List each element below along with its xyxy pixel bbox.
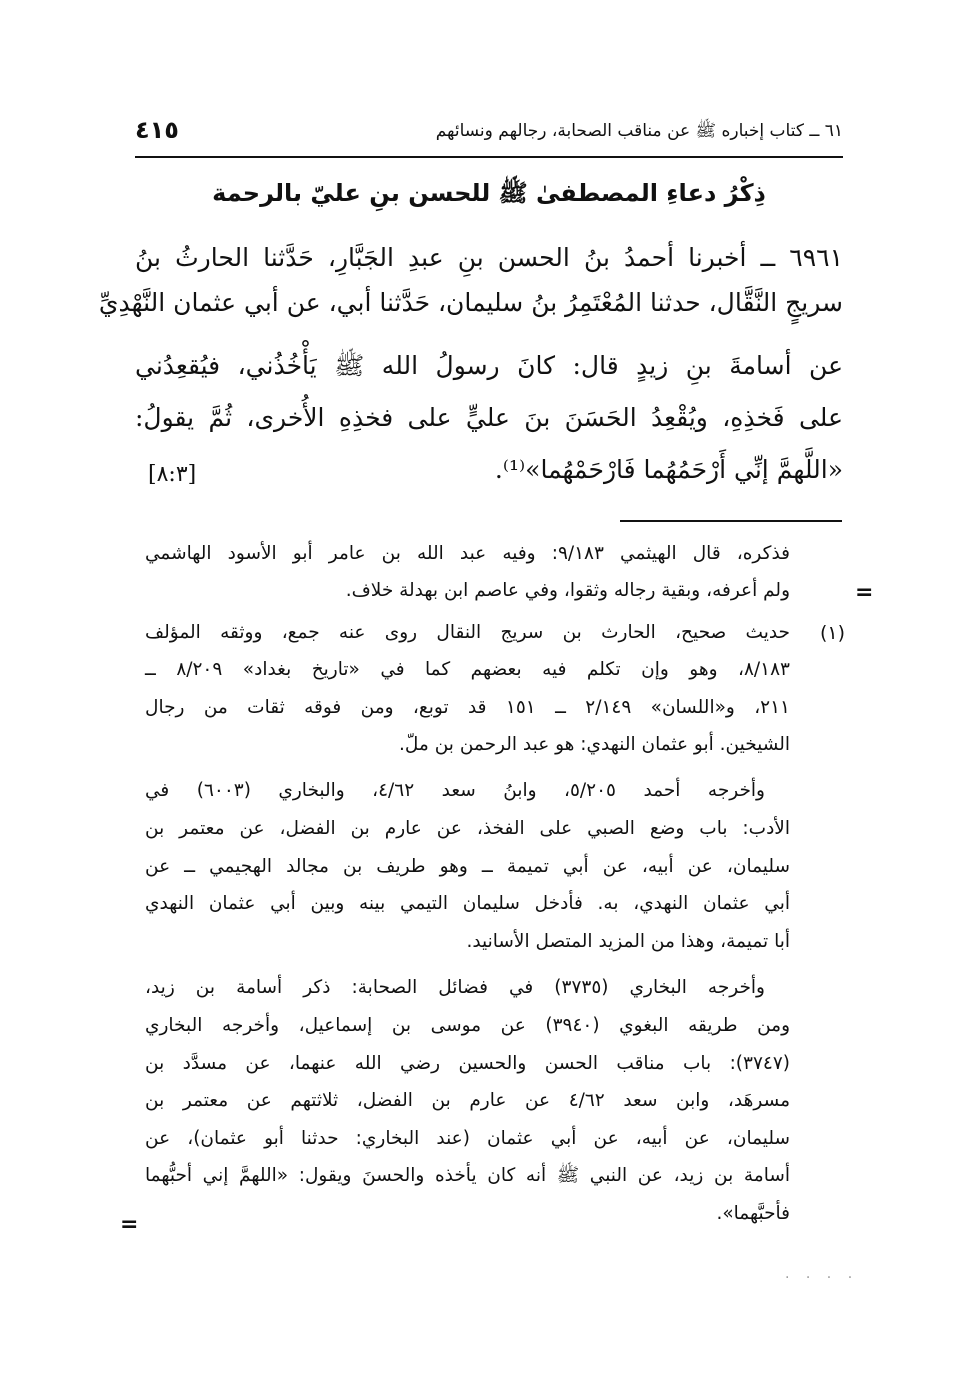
footnote-line: أبا تميمة، وهذا من المزيد المتصل الأسانيد. <box>466 931 790 952</box>
end-marker: = <box>120 1212 139 1237</box>
scan-speckle: · · · · <box>785 1270 859 1286</box>
footnote-line: الشيخين. أبو عثمان النهدي: هو عبد الرحمن بن ملّ. <box>399 734 790 755</box>
footnote-line: حديث صحيح، الحارث بن سريج النقال روى عنه جمع، ووثقه المؤلف <box>145 622 790 643</box>
footnote-line: فذكره، قال الهيثمي ٩/١٨٣: وفيه عبد الله بن عامر أبو الأسود الهاشمي <box>145 543 790 564</box>
hadith-reference: [٨:٣] <box>148 462 197 487</box>
page-header <box>135 112 843 156</box>
footnote-line: سليمان، عن أبيه، عن أبي تميمة ــ وهو طريف بن مجالد الهجيمي ــ عن <box>145 856 790 877</box>
footnote-line: ولم أعرفه، وبقية رجاله وثقوا، وفي عاصم ابن بهدلة خلاف. <box>345 580 790 601</box>
continuation-marker: = <box>855 580 874 605</box>
hadith-line: على فَخذِهِ، ويُقْعِدُ الحَسَنَ بنَ عليٍّ على فخذِهِ الأُخرى، ثُمَّ يقولُ: <box>135 403 843 432</box>
footnote-line: أسامة بن زيد، عن النبي ﷺ أنه كان يأخذه والحسنَ ويقول: «اللهمَّ إني أحبُّهما <box>145 1165 790 1186</box>
footnote-line: مسرهَد، وابن سعد ٤/٦٢ عن عارم بن الفضل، ثلاثتهم عن معتمر بن <box>145 1090 790 1111</box>
footnote-line: وأخرجه البخاري (٣٧٣٥) في فضائل الصحابة: ذكر أسامة بن زيد، <box>145 977 765 998</box>
footnote-line: سليمان، عن أبيه، عن أبي عثمان (عند البخاري: حدثنا أبو عثمان)، عن <box>145 1128 790 1149</box>
footnote-line: أبي عثمان النهدي، به. فأدخل سليمان التيمي بينه وبين أبي عثمان النهدي <box>145 893 790 914</box>
footnote-line: ٨/١٨٣، وهو وإن تكلم فيه بعضهم كما في «تاريخ بغداد» ٨/٢٠٩ ــ <box>145 659 790 680</box>
footnote-line: ٢١١، و«اللسان» ٢/١٤٩ ــ ١٥١ قد توبع، ومن فوقه ثقات من رجال <box>145 697 790 718</box>
footnote-line: فأحبَّهما». <box>716 1203 790 1224</box>
footnote-rule <box>620 520 842 522</box>
footnote-line: ومن طريقه البغوي (٣٩٤٠) عن موسى بن إسماعيل، وأخرجه البخاري <box>145 1015 791 1036</box>
footnote-line: وأخرجه أحمد ٥/٢٠٥، وابنُ سعد ٤/٦٢، والبخاري (٦٠٠٣) في <box>145 780 765 801</box>
hadith-line: «اللَّهمَّ إنِّي أَرْحَمُهُما فَارْحَمْهُما»⁽¹⁾. <box>494 455 843 484</box>
page-number: ٤١٥ <box>135 116 179 144</box>
header-rule <box>135 156 843 158</box>
running-title: ٦١ ــ كتاب إخباره ﷺ عن مناقب الصحابة، رجالهم ونسائهم <box>435 121 843 141</box>
footnote-number: (١) <box>819 622 845 644</box>
hadith-line: سريجٍ النَّقَّال، حدثنا المُعْتَمِرُ بنُ سليمان، حَدَّثنا أبي، عن أبي عثمان النَّهْدِيِّ <box>98 288 843 317</box>
footnote-line: (٣٧٤٧): باب مناقب الحسن والحسين رضي الله عنهما، عن مسدَّد بن <box>145 1053 790 1074</box>
hadith-line: ٦٩٦١ ــ أخبرنا أحمدُ بنُ الحسن بنِ عبدِ الجَبَّارِ، حَدَّثنا الحارثُ بنُ <box>135 243 843 272</box>
hadith-line: عن أسامةَ بنِ زيدٍ قال: كانَ رسولُ الله ﷺ يَأْخُذُني، فيُقعِدُني <box>135 351 843 380</box>
footnote-line: الأدب: باب وضع الصبي على الفخذ، عن عارم بن الفضل، عن معتمر بن <box>145 818 790 839</box>
section-title: ذِكْرُ دعاءِ المصطفىٰ ﷺ للحسن بنِ عليّ بالرحمة <box>212 179 766 207</box>
